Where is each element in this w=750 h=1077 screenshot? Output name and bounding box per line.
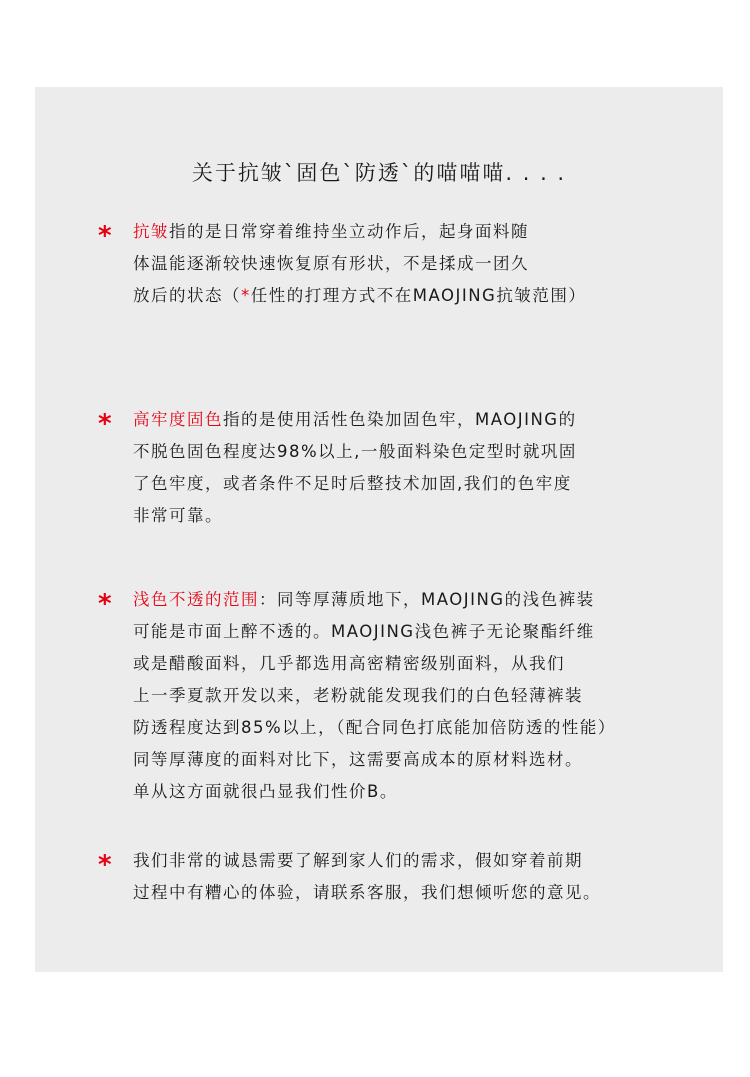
bullet-star-icon: *: [98, 850, 112, 880]
content-panel: [35, 87, 723, 972]
bullet-star-icon: *: [98, 589, 112, 619]
text-line: 上一季夏款开发以来，老粉就能发现我们的白色轻薄裤装: [133, 686, 583, 705]
text-line: 不脱色固色程度达98%以上,一般面料染色定型时就巩固: [133, 442, 577, 461]
page-title: 关于抗皱`固色`防透`的喵喵喵. . . .: [191, 161, 567, 185]
text-span: ：同等厚薄质地下，MAOJING的浅色裤装: [259, 590, 595, 609]
text-span: 放后的状态（: [133, 286, 241, 305]
text-line: 可能是市面上醉不透的。MAOJING浅色裤子无论聚酯纤维: [133, 622, 595, 641]
text-line: [133, 216, 713, 248]
inline-star: *: [241, 286, 251, 305]
section-text: [133, 216, 713, 312]
text-line: 过程中有糟心的体验，请联系客服，我们想倾听您的意见。: [133, 883, 601, 902]
bullet-star-icon: *: [98, 221, 112, 251]
highlight-term: 抗皱: [133, 222, 169, 241]
text-line: [133, 280, 713, 312]
text-line: 体温能逐渐较快速恢复原有形状，不是揉成一团久: [133, 254, 529, 273]
text-line: [133, 404, 713, 436]
section-text: [133, 404, 713, 532]
text-line: [133, 584, 713, 616]
text-line: 我们非常的诚恳需要了解到家人们的需求，假如穿着前期: [133, 851, 583, 870]
text-line: 同等厚薄度的面料对比下，这需要高成本的原材料选材。: [133, 750, 583, 769]
text-line: 或是醋酸面料，几乎都选用高密精密级别面料，从我们: [133, 654, 565, 673]
text-line: 非常可靠。: [133, 506, 223, 525]
bullet-star-icon: *: [98, 409, 112, 439]
text-line: 单从这方面就很凸显我们性价B。: [133, 782, 398, 801]
text-span: 指的是使用活性色染加固色牢，MAOJING的: [223, 410, 577, 429]
section-text: [133, 845, 713, 909]
text-line: 了色牢度，或者条件不足时后整技术加固,我们的色牢度: [133, 474, 572, 493]
highlight-term: 浅色不透的范围: [133, 590, 259, 609]
section-text: [133, 584, 713, 808]
text-span: 任性的打理方式不在MAOJING抗皱范围）: [250, 286, 587, 305]
text-span: 指的是日常穿着维持坐立动作后，起身面料随: [169, 222, 529, 241]
text-line: 防透程度达到85%以上，（配合同色打底能加倍防透的性能）: [133, 718, 616, 737]
highlight-term: 高牢度固色: [133, 410, 223, 429]
